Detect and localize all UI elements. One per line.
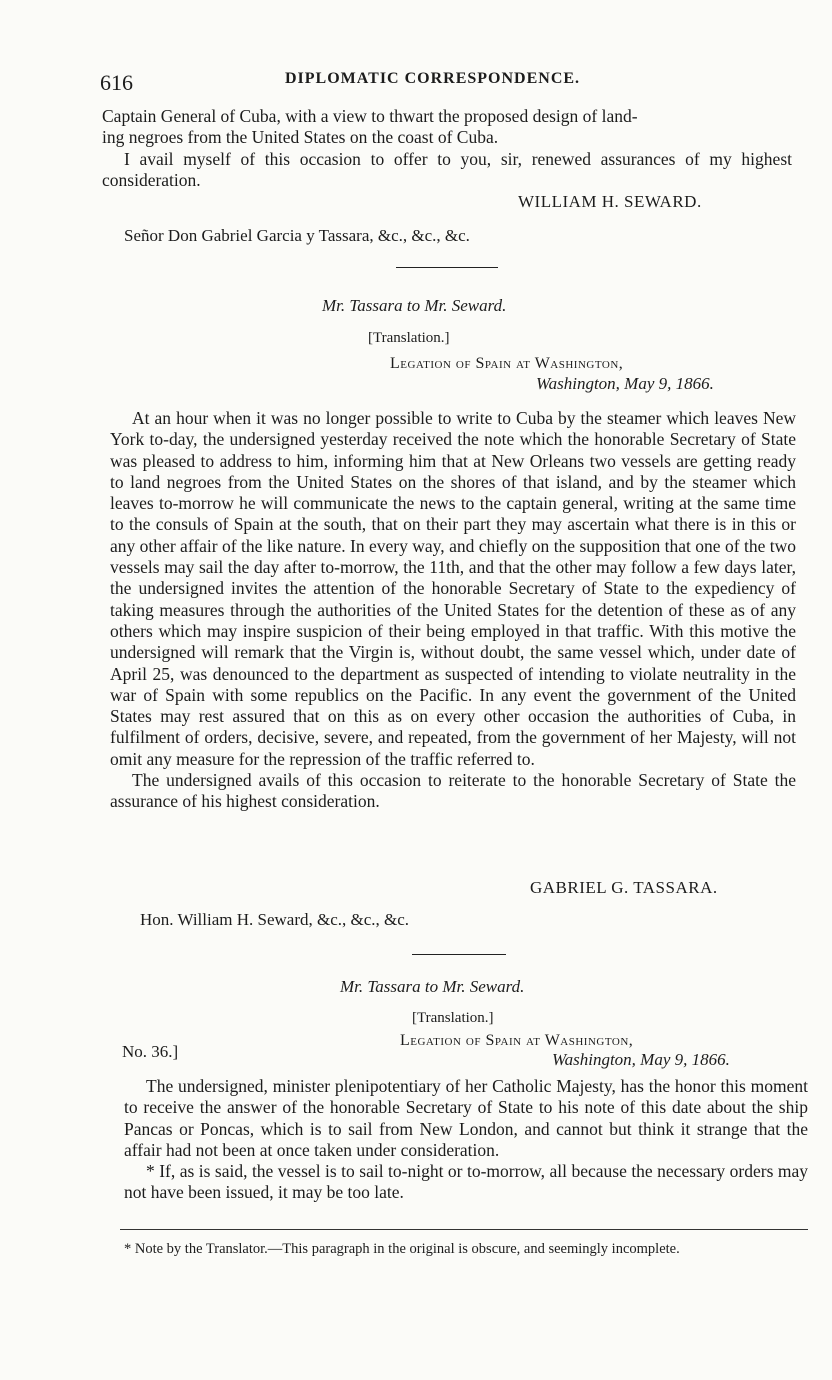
letter1-body [102, 106, 792, 191]
letter3-paragraph-2: * If, as is said, the vessel is to sail to-night or to-morrow, all because the necessary orders may not have been issued, it may be too late. [124, 1161, 808, 1203]
letter2-legation: Legation of Spain at Washington, [390, 355, 624, 372]
translator-footnote: * Note by the Translator.—This paragraph in the original is obscure, and seemingly incomplete. [124, 1241, 680, 1257]
letter1-closing: I avail myself of this occasion to offer to you, sir, renewed assurances of my highest consideration. [102, 148, 792, 190]
letter1-line-1: Captain General of Cuba, with a view to thwart the proposed design of land- [102, 106, 638, 126]
letter3-body [124, 1076, 808, 1204]
letter1-signature: WILLIAM H. SEWARD. [518, 192, 702, 211]
footnote-rule [120, 1229, 808, 1230]
letter2-heading: Mr. Tassara to Mr. Seward. [322, 296, 507, 315]
letter2-addressee: Hon. William H. Seward, &c., &c., &c. [140, 910, 410, 929]
section-divider-2 [412, 954, 506, 955]
letter3-legation: Legation of Spain at Washington, [400, 1032, 634, 1049]
letter1-line-2: ing negroes from the United States on the coast of Cuba. [102, 127, 499, 148]
letter2-signature: GABRIEL G. TASSARA. [530, 878, 718, 897]
running-title: DIPLOMATIC CORRESPONDENCE. [285, 70, 581, 87]
letter3-heading: Mr. Tassara to Mr. Seward. [340, 977, 525, 996]
letter3-number: No. 36.] [122, 1042, 179, 1061]
letter3-dateline: Washington, May 9, 1866. [552, 1050, 730, 1069]
letter2-closing: The undersigned avails of this occasion to reiterate to the honorable Secretary of State the assurance of his highest consideration. [110, 770, 796, 812]
letter1-addressee: Señor Don Gabriel Garcia y Tassara, &c., &c., &c. [124, 226, 470, 245]
letter3-paragraph: The undersigned, minister plenipotentiary of her Catholic Majesty, has the honor this moment to receive the answer of the honorable Secretary of State to his note of this date about the ship Pancas or Poncas, which is to sail from New London, and cannot but think it strange that the affair had not been at once taken under consideration. [124, 1076, 808, 1160]
letter2-paragraph: At an hour when it was no longer possible to write to Cuba by the steamer which leaves New York to-day, the undersigned yesterday received the note which the honorable Secretary of State was pleased to address to him, informing him that at New Orleans two vessels are getting ready to land negroes from the United States on the shores of that island, and by the steamer which leaves to-morrow he will communicate the news to the captain general, writing at the same time to the consuls of Spain at the south, that on their part they may ascertain what there is in this or any other affair of the like nature. In every way, and chiefly on the supposition that one of the two vessels may sail the day after to-morrow, the 11th, and that the other may follow a few days later, the undersigned invites the attention of the honorable Secretary of State to the expediency of taking measures through the authorities of the United States for the detention of these as of any others which may inspire suspicion of their being employed in that traffic. With this motive the undersigned will remark that the Virgin is, without doubt, the same vessel which, under date of April 25, was denounced to the department as suspected of intending to violate neutrality in the war of Spain with some republics on the Pacific. In any event the government of the United States may rest assured that on this as on every other occasion the authorities of Cuba, in fulfilment of orders, decisive, severe, and repeated, from the government of her Majesty, will not omit any measure for the repression of the traffic referred to. [110, 408, 796, 769]
letter2-body [110, 408, 796, 813]
page-number: 616 [100, 70, 133, 95]
letter3-translation-note: [Translation.] [412, 1010, 494, 1026]
letter2-translation-note: [Translation.] [368, 330, 450, 346]
section-divider [396, 267, 498, 268]
letter2-dateline: Washington, May 9, 1866. [536, 374, 714, 393]
